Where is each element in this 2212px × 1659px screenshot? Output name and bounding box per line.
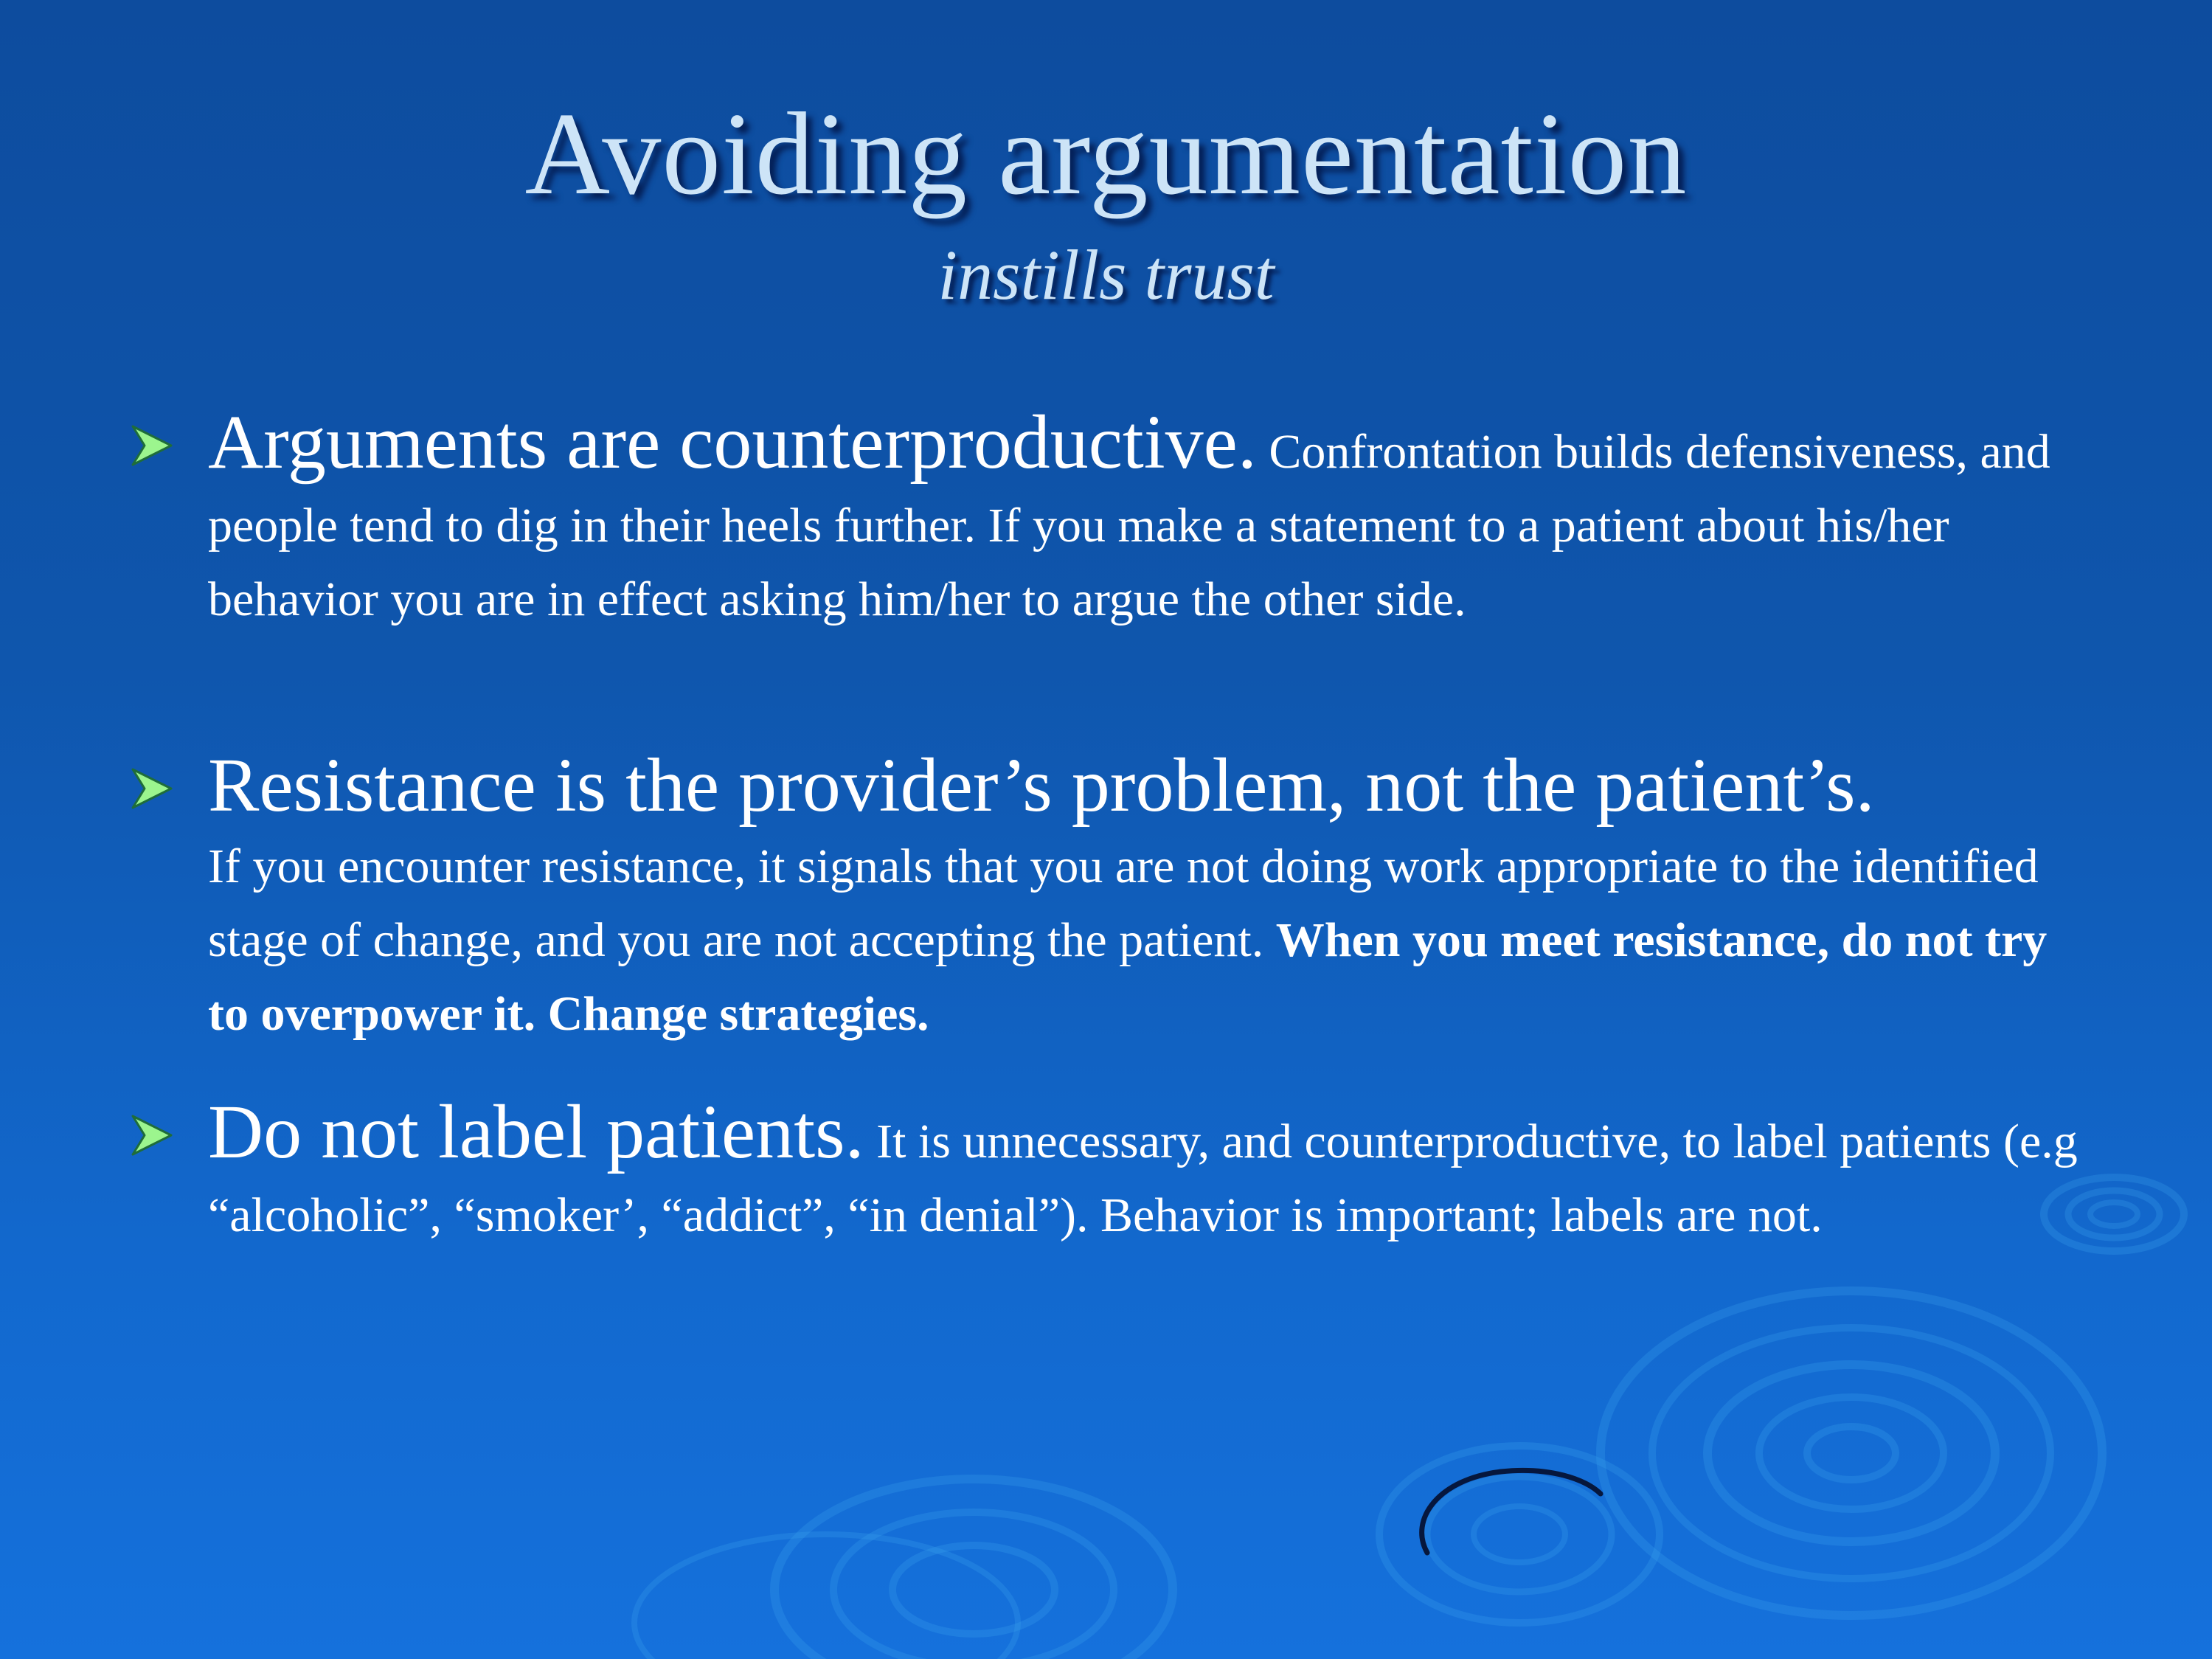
bullet-paragraph [208,741,2096,1051]
bullet-heading: Do not label patients. [208,1090,864,1174]
arrowhead-icon [130,1112,174,1159]
slide-title: Avoiding argumentation [524,88,1688,219]
slide-subtitle: instills trust [937,235,1275,314]
bullet-item [208,741,2096,1051]
bullet-body: If you encounter resistance, it signals that you are not doing work appropriate to the identified stage of change, and you are not accepting the patient. [208,839,2039,967]
bullet-item [208,398,2096,637]
bullet-heading: Resistance is the provider’s problem, not the patient’s. [208,743,1875,828]
bullet-body: It is unnecessary, and counterproductive, to label patients (e.g “alcoholic”, “smoker’, “addict”, “in denial”). Behavior is important; labels are not. [208,1115,2078,1242]
bullet-paragraph [208,398,2096,637]
bullet-item [208,1088,2096,1253]
arrowhead-icon [130,422,174,469]
arrowhead-icon [130,765,174,812]
bullet-heading: Arguments are counterproductive. [208,400,1257,485]
bullet-body: Confrontation builds defensiveness, and people tend to dig in their heels further. If you make a statement to a patient about his/her behavior you are in effect asking him/her to argue the other side. [208,425,2050,626]
bullet-emphasis: When you meet resistance, do not try to overpower it. Change strategies. [208,913,2048,1041]
bullet-paragraph [208,1088,2096,1253]
